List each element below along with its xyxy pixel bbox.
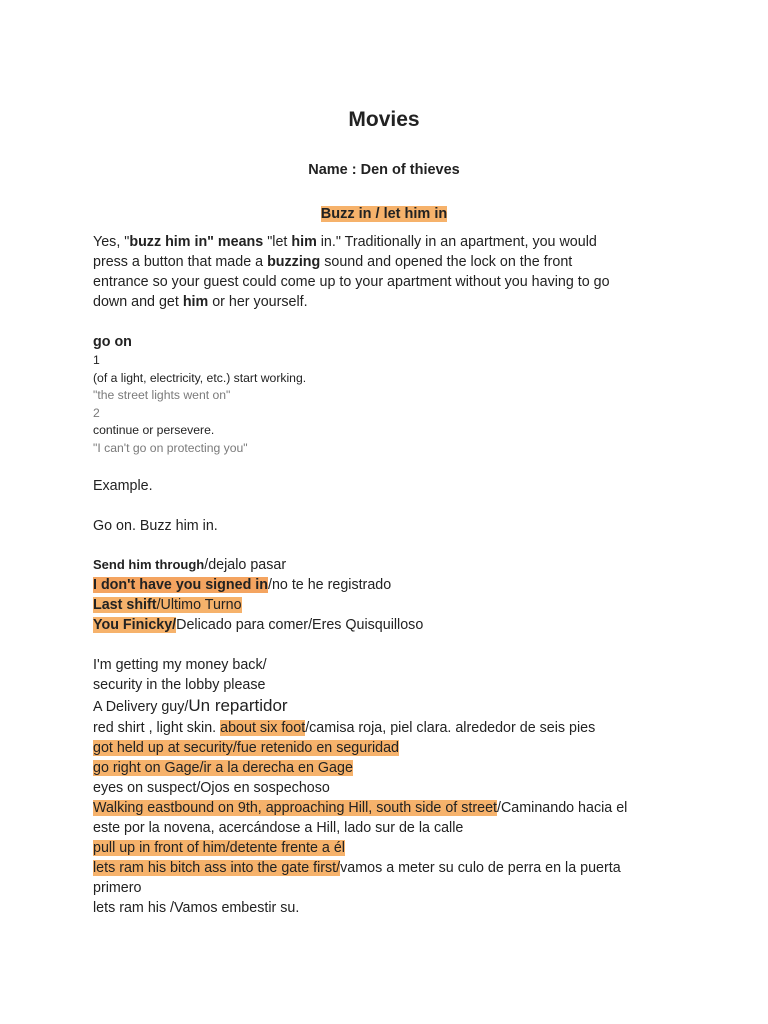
para-text: "let	[263, 234, 292, 250]
para-text: entrance so your guest could come up to your apartment without you having to go	[93, 274, 610, 290]
example-text: Go on. Buzz him in.	[93, 518, 218, 534]
para-text: down and get	[93, 294, 183, 310]
list-item: security in the lobby please	[93, 677, 266, 693]
sense-definition: continue or persevere.	[93, 423, 215, 437]
para-bold: him	[182, 294, 209, 310]
dialogue-lines	[93, 655, 693, 918]
para-bold: him	[291, 234, 317, 250]
sense-number: 2	[93, 405, 100, 420]
sense-number: 1	[93, 353, 100, 367]
list-item: Send him through/dejalo pasar	[93, 557, 287, 573]
list-item: red shirt , light skin. about six foot/camisa roja, piel clara. alrededor de seis pies	[93, 720, 596, 736]
list-item: primero	[93, 880, 142, 896]
list-item: Walking eastbound on 9th, approaching Hill, south side of street/Caminando hacia el	[93, 800, 628, 816]
sense-example: "I can't go on protecting you"	[93, 440, 248, 455]
sense-example: "the street lights went on"	[93, 388, 231, 402]
para-bold: buzz him in" means	[129, 234, 264, 250]
list-item: got held up at security/fue retenido en seguridad	[93, 740, 400, 756]
list-item: I'm getting my money back/	[93, 657, 267, 673]
list-item: eyes on suspect/Ojos en sospechoso	[93, 780, 330, 796]
list-item: You Finicky/Delicado para comer/Eres Quisquilloso	[93, 617, 424, 633]
list-item: lets ram his bitch ass into the gate first/vamos a meter su culo de perra en la puerta	[93, 860, 621, 876]
list-item: A Delivery guy/Un repartidor	[93, 696, 288, 715]
para-text: press a button that made a	[93, 254, 268, 270]
para-text: or her yourself.	[208, 294, 308, 310]
para-text: Yes, "	[93, 234, 130, 250]
document-subtitle: Name : Den of thieves	[308, 162, 460, 178]
example-label: Example.	[93, 478, 153, 494]
section-heading	[0, 206, 768, 222]
explanation-paragraph	[93, 232, 693, 312]
document-title: Movies	[348, 108, 420, 131]
sense-definition: (of a light, electricity, etc.) start working.	[93, 370, 307, 385]
definition-heading: go on	[93, 334, 132, 350]
list-item: Last shift/Ultimo Turno	[93, 597, 242, 613]
go-on-senses	[93, 352, 693, 457]
list-item: lets ram his /Vamos embestir su.	[93, 900, 300, 916]
para-bold: buzzing	[267, 254, 321, 270]
list-item: I don't have you signed in/no te he registrado	[93, 577, 392, 593]
list-item: pull up in front of him/detente frente a él	[93, 840, 345, 856]
section-heading-text: Buzz in / let him in	[320, 206, 448, 222]
para-text: in." Traditionally in an apartment, you would	[316, 234, 597, 250]
para-text: sound and opened the lock on the front	[320, 254, 573, 270]
phrase-list	[93, 555, 693, 635]
list-item: go right on Gage/ir a la derecha en Gage	[93, 760, 353, 776]
list-item: este por la novena, acercándose a Hill, lado sur de la calle	[93, 820, 464, 836]
go-on-definition	[93, 332, 693, 352]
